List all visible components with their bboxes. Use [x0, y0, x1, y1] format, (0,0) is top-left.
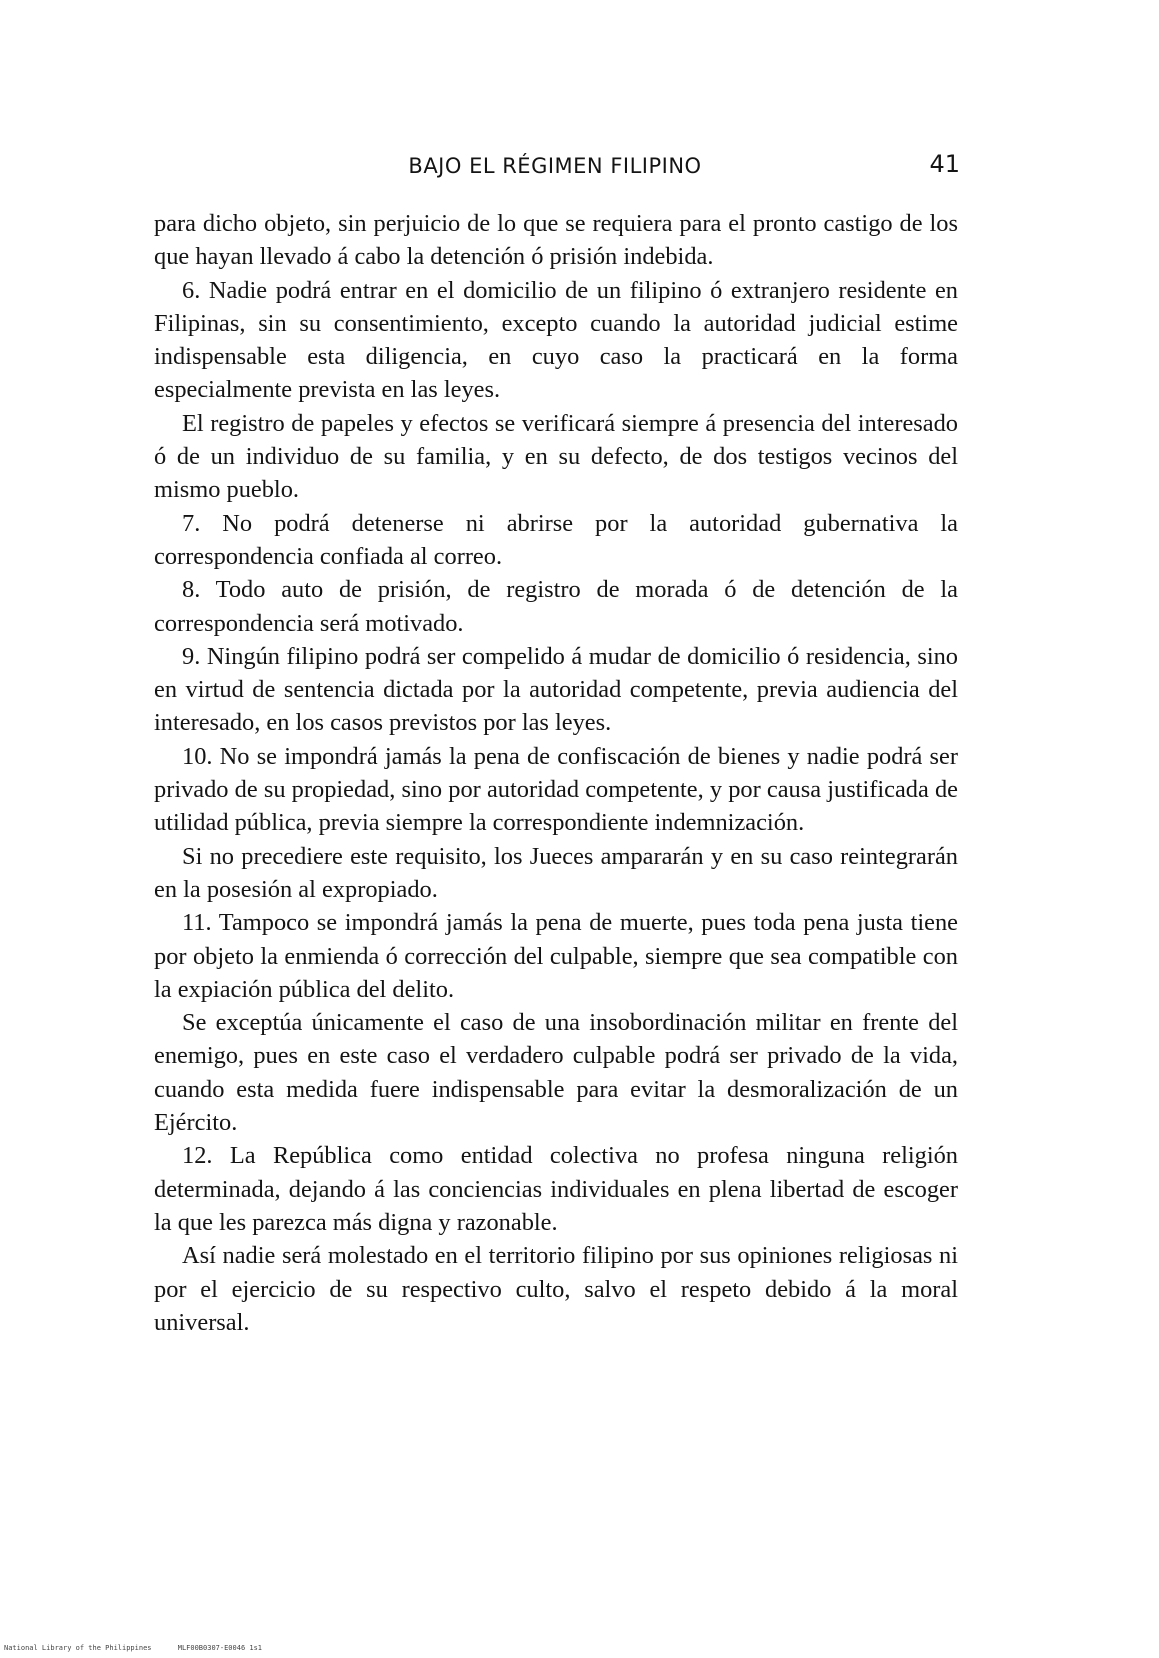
body-text — [154, 207, 958, 1339]
paragraph-excepcion: Se exceptúa únicamente el caso de una insobordinación militar en frente del enemigo, pues en este caso el verdadero culpable podrá ser privado de la vida, cuando esta medida fuere indispensable para evitar la desmoralización de un Ejército. — [154, 1009, 958, 1137]
footer-library: National Library of the Philippines — [4, 1644, 152, 1652]
paragraph-article-6: 6. Nadie podrá entrar en el domicilio de un filipino ó extranjero residente en Filipinas, sin su consentimiento, excepto cuando la autoridad judicial estime indispensable esta diligencia, en cuyo caso la practicará en la forma especialmente prevista en las leyes. — [154, 276, 958, 404]
paragraph-requisito: Si no precediere este requisito, los Jueces ampararán y en su caso reintegrarán en la posesión al expropiado. — [154, 842, 958, 903]
paragraph-continuation: para dicho objeto, sin perjuicio de lo que se requiera para el pronto castigo de los que hayan llevado á cabo la detención ó prisión indebida. — [154, 210, 958, 271]
footer-code: MLF00B0307-E0046 1s1 — [177, 1644, 263, 1652]
paragraph-article-9: 9. Ningún filipino podrá ser compelido á mudar de domicilio ó residencia, sino en virtud de sentencia dictada por la autoridad competente, previa audiencia del interesado, en los casos previstos por las leyes. — [154, 642, 958, 737]
scan-footer — [4, 1644, 262, 1652]
paragraph-article-10: 10. No se impondrá jamás la pena de confiscación de bienes y nadie podrá ser privado de su propiedad, sino por autoridad competente, y por causa justificada de utilidad pública, previa siempre la correspondiente indemnización. — [154, 742, 958, 837]
running-header — [150, 150, 960, 186]
paragraph-article-8: 8. Todo auto de prisión, de registro de morada ó de detención de la correspondencia será motivado. — [154, 576, 958, 637]
paragraph-article-11: 11. Tampoco se impondrá jamás la pena de muerte, pues toda pena justa tiene por objeto la enmienda ó corrección del culpable, siempre que sea compatible con la expiación pública del delito. — [154, 909, 958, 1003]
paragraph-registro: El registro de papeles y efectos se verificará siempre á presencia del interesado ó de un individuo de su familia, y en su defecto, de dos testigos vecinos del mismo pueblo. — [154, 409, 958, 504]
paragraph-article-7: 7. No podrá detenerse ni abrirse por la autoridad gubernativa la correspondencia confiada al correo. — [154, 509, 958, 570]
paragraph-article-12: 12. La República como entidad colectiva no profesa ninguna religión determinada, dejando á las conciencias individuales en plena libertad de escoger la que les parezca más digna y razonable. — [154, 1142, 958, 1236]
paragraph-libertad-culto: Así nadie será molestado en el territorio filipino por sus opiniones religiosas ni por el ejercicio de su respectivo culto, salvo el respeto debido á la moral universal. — [154, 1242, 958, 1336]
running-title: BAJO EL RÉGIMEN FILIPINO — [408, 154, 702, 178]
page-number: 41 — [929, 150, 960, 178]
